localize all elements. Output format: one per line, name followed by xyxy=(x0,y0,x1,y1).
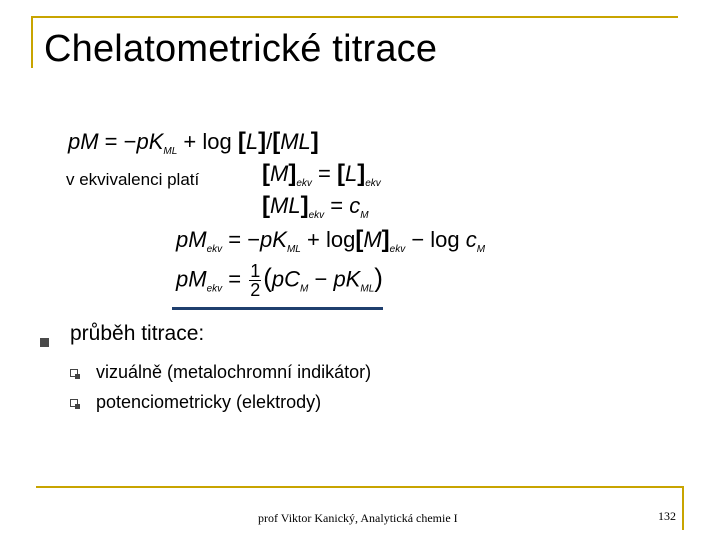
bullet-titration-course: průběh titrace: xyxy=(70,322,205,345)
eq1-bracket-open-2: [ xyxy=(272,128,281,155)
eq5-pk-sub: ML xyxy=(360,283,375,295)
eq4-bracket-open: [ xyxy=(355,226,364,253)
eq1-bracket-close-2: ] xyxy=(310,128,319,155)
eq2-sub: ekv xyxy=(296,178,312,189)
eq2-eq: = xyxy=(311,161,337,186)
eq1-slash: / xyxy=(266,129,273,154)
equation-pm-ekv-half xyxy=(176,262,383,299)
sub-bullet-visual: vizuálně (metalochromní indikátor) xyxy=(96,362,372,382)
eq1-pk-sub: ML xyxy=(163,146,178,157)
eq5-paren-close: ) xyxy=(374,262,383,293)
left-decorative-rule xyxy=(31,16,33,68)
equation-m-equals-l xyxy=(262,160,381,189)
eq5-pc: pC xyxy=(271,266,301,292)
eq4-pm-sub: ekv xyxy=(206,244,223,255)
eq2-m: M xyxy=(270,161,289,186)
eq4-sub: ekv xyxy=(389,244,406,255)
eq1-ml: ML xyxy=(280,129,311,154)
right-decorative-rule xyxy=(682,486,684,530)
result-underline xyxy=(172,307,383,310)
equation-pm xyxy=(68,128,319,157)
eq4-bracket-close: ] xyxy=(381,226,390,253)
eq5-denominator: 2 xyxy=(250,280,261,300)
eq1-l: L xyxy=(245,129,259,154)
eq2-l: L xyxy=(344,161,358,186)
eq1-bracket-close-1: ] xyxy=(258,128,267,155)
checkbox-bullet-icon xyxy=(70,369,78,377)
eq3-bracket-close: ] xyxy=(300,192,309,219)
eq4-minus-log: − log xyxy=(405,227,466,252)
top-decorative-rule xyxy=(31,16,678,18)
eq5-paren-open: ( xyxy=(263,262,272,293)
eq4-c-sub: M xyxy=(476,244,486,255)
footer-author: prof Viktor Kanický, Analytická chemie I xyxy=(258,511,458,525)
eq5-numerator: 1 xyxy=(250,261,261,281)
eq4-plus-log: + log xyxy=(300,227,356,252)
eq4-pk: pK xyxy=(260,227,287,252)
eq3-c: c xyxy=(349,193,361,218)
eq2-sub-2: ekv xyxy=(365,178,381,189)
equation-pm-ekv-log xyxy=(176,226,485,255)
eq3-c-sub: M xyxy=(360,210,369,221)
bottom-decorative-rule xyxy=(36,486,684,488)
eq1-eq: = − xyxy=(98,129,137,154)
eq5-pk: pK xyxy=(333,266,361,292)
eq3-bracket-open: [ xyxy=(262,192,270,219)
square-bullet-icon xyxy=(40,338,49,347)
eq1-lhs: pM xyxy=(68,129,99,154)
eq4-m: M xyxy=(363,227,382,252)
eq4-c: c xyxy=(465,227,477,252)
eq3-sub: ekv xyxy=(308,210,325,221)
eq1-bracket-open-1: [ xyxy=(237,128,246,155)
equivalence-label: v ekvivalenci platí xyxy=(66,170,200,189)
eq4-pm: pM xyxy=(176,227,207,252)
eq5-minus: − xyxy=(308,266,334,292)
eq5-eq: = xyxy=(222,266,248,292)
eq4-pk-sub: ML xyxy=(286,244,301,255)
eq4-eq: = − xyxy=(222,227,261,252)
eq5-pm-sub: ekv xyxy=(206,283,223,295)
eq3-eq: = xyxy=(324,193,350,218)
eq5-pm: pM xyxy=(176,266,207,292)
checkbox-bullet-icon xyxy=(70,399,78,407)
eq5-fraction xyxy=(249,262,261,299)
slide-title: Chelatometrické titrace xyxy=(44,28,438,70)
eq3-ml: ML xyxy=(270,193,301,218)
sub-bullet-potentiometric: potenciometricky (elektrody) xyxy=(96,392,322,412)
eq2-bracket-close: ] xyxy=(288,160,297,187)
eq2-bracket-open-2: [ xyxy=(336,160,345,187)
equation-ml-equals-cm xyxy=(262,192,369,221)
eq1-pk: pK xyxy=(136,129,164,154)
eq2-bracket-close-2: ] xyxy=(357,160,366,187)
eq5-pc-sub: M xyxy=(300,283,309,295)
eq1-plus-log: + log xyxy=(177,129,238,154)
eq2-bracket-open: [ xyxy=(262,160,270,187)
page-number: 132 xyxy=(658,509,676,523)
